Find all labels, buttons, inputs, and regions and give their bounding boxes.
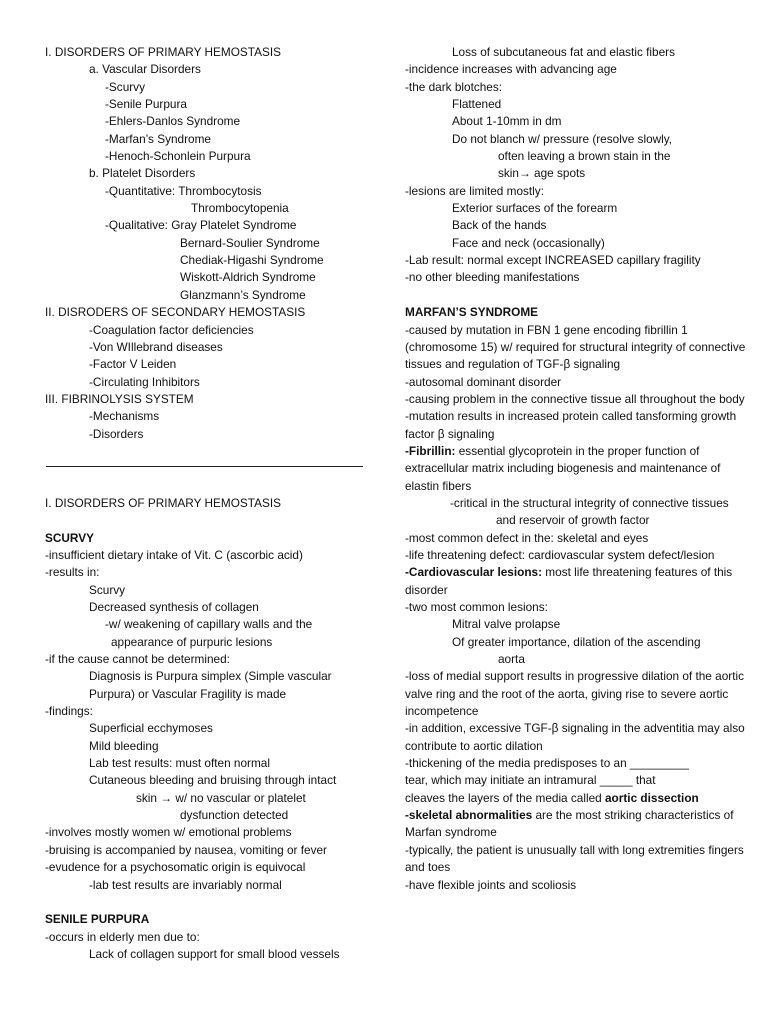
body-line: -Lab result: normal except INCREASED capillary fragility [405,253,701,268]
outline-heading-2: II. DISRODERS OF SECONDARY HEMOSTASIS [45,305,306,320]
marfan-paragraph [405,408,750,443]
paragraph-text: -causing problem in the connective tissue all throughout the body [405,391,745,406]
marfan-paragraph [405,651,750,668]
body-line: -insufficient dietary intake of Vit. C (ascorbic acid) [45,547,303,562]
body-line: Flattened [452,97,502,112]
body-line: -results in: [45,565,100,580]
body-line: -the dark blotches: [405,79,503,94]
marfan-paragraph [405,807,750,842]
bold-term: -Cardiovascular lesions: [405,565,543,580]
body-line: -evudence for a psychosomatic origin is equivocal [45,860,306,875]
senile-purpura-heading: SENILE PURPURA [45,912,150,927]
outline-heading-3: III. FIBRINOLYSIS SYSTEM [45,391,194,406]
body-line: Face and neck (occasionally) [452,235,605,250]
marfan-paragraph [405,391,750,408]
paragraph-text: -most common defect in the: skeletal and eyes [405,530,649,545]
paragraph-text: -life threatening defect: cardiovascular system defect/lesion [405,547,715,562]
body-line: -lab test results are invariably normal [89,877,282,892]
outline-item: -Disorders [89,426,144,441]
paragraph-text: -critical in the structural integrity of connective tissues and reservoir of growth factor [450,495,729,528]
paragraph-text: most life threatening features of this disorder [405,565,733,597]
outline-item: Wiskott-Aldrich Syndrome [180,270,316,285]
marfan-paragraph [405,599,750,616]
outline-item: -Scurvy [105,79,145,94]
body-line: Scurvy [89,582,126,597]
scurvy-heading: SCURVY [45,530,94,545]
outline-item: -Von WIllebrand diseases [89,339,223,354]
paragraph-text: are the most striking characteristics of Marfan syndrome [405,808,734,840]
outline-item: a. Vascular Disorders [89,62,201,77]
paragraph-text: -mutation results in increased protein called tansforming growth factor β signaling [405,409,737,441]
body-line: often leaving a brown stain in the [498,149,671,164]
body-line: -occurs in elderly men due to: [45,929,200,944]
paragraph-text: cleaves the layers of the media called [405,790,605,805]
body-line: dysfunction detected [180,808,289,823]
body-line: skin→ age spots [498,166,586,181]
body-line: -lesions are limited mostly: [405,183,544,198]
body-line: Diagnosis is Purpura simplex (Simple vascular [89,669,332,684]
marfan-paragraph [405,634,750,651]
body-line: Purpura) or Vascular Fragility is made [89,686,287,701]
outline-item: -Coagulation factor deficiencies [89,322,254,337]
bold-term: aortic dissection [605,790,699,805]
paragraph-text: -two most common lesions: [405,600,548,614]
marfan-paragraph [405,374,750,391]
marfan-paragraph [405,616,750,633]
marfan-paragraph [405,790,750,807]
outline-item: Thrombocytopenia [191,201,289,216]
body-line: -incidence increases with advancing age [405,62,617,77]
body-line: Loss of subcutaneous fat and elastic fibers [452,45,675,59]
body-line: Superficial ecchymoses [89,721,213,736]
left-column [45,44,375,963]
body-line: -w/ weakening of capillary walls and the [105,617,313,632]
section-title: I. DISORDERS OF PRIMARY HEMOSTASIS [45,495,281,510]
outline-item: -Qualitative: Gray Platelet Syndrome [105,218,297,233]
body-line: -no other bleeding manifestations [405,270,580,285]
body-line: Do not blanch w/ pressure (resolve slowly, [452,131,673,146]
outline-item: -Marfan’s Syndrome [105,131,211,146]
marfan-paragraph [405,495,750,530]
outline-item: -Henoch-Schonlein Purpura [105,149,251,164]
marfan-paragraph [405,755,750,772]
body-line: -findings: [45,704,93,719]
paragraph-text: -loss of medial support results in progressive dilation of the aortic valve ring and the root of the aorta, giving rise to severe aortic incompetence [405,669,744,719]
paragraph-text: -have flexible joints and scoliosis [405,877,577,892]
body-line: -if the cause cannot be determined: [45,652,230,667]
marfan-paragraph [405,877,750,894]
outline-item: -Quantitative: Thrombocytosis [105,183,262,198]
outline-item: Glanzmann’s Syndrome [180,287,306,302]
marfan-list [405,322,750,894]
marfan-paragraph [405,772,750,789]
right-column [405,44,750,894]
body-line: appearance of purpuric lesions [111,634,273,649]
marfan-paragraph [405,668,750,720]
body-line: Back of the hands [452,218,547,233]
outline-item: -Mechanisms [89,409,160,424]
body-line: About 1-10mm in dm [452,114,562,129]
body-line: Mild bleeding [89,738,159,753]
paragraph-text: tear, which may initiate an intramural _____ that [405,773,656,788]
paragraph-text: Of greater importance, dilation of the ascending [452,634,701,649]
paragraph-text: -in addition, excessive TGF-β signaling in the adventitia may also contribute to aortic dilation [405,721,745,753]
section-divider [46,466,363,467]
outline-heading-1: I. DISORDERS OF PRIMARY HEMOSTASIS [45,45,281,59]
outline-item: Bernard-Soulier Syndrome [180,235,320,250]
marfan-paragraph [405,547,750,564]
body-line: Lab test results: must often normal [89,756,270,771]
outline-item: -Circulating Inhibitors [89,374,200,389]
paragraph-text: -typically, the patient is unusually tall with long extremities fingers and toes [405,842,744,875]
marfan-heading: MARFAN’S SYNDROME [405,305,539,320]
paragraph-text: -autosomal dominant disorder [405,374,562,389]
marfan-paragraph [405,530,750,547]
body-line: -bruising is accompanied by nausea, vomiting or fever [45,842,327,857]
paragraph-text: -thickening of the media predisposes to an _________ [405,756,689,771]
body-line: Cutaneous bleeding and bruising through intact [89,773,337,788]
body-line: skin → w/ no vascular or platelet [136,790,306,805]
paragraph-text: essential glycoprotein in the proper function of extracellular matrix including biogenesis and maintenance of elastin fibers [405,443,721,493]
body-line: -involves mostly women w/ emotional problems [45,825,292,840]
body-line: Decreased synthesis of collagen [89,600,259,614]
marfan-paragraph [405,322,750,374]
paragraph-text: -caused by mutation in FBN 1 gene encoding fibrillin 1 (chromosome 15) w/ required for structural integrity of connective tissues and regulation of TGF-β signaling [405,322,746,372]
outline-item: -Factor V Leiden [89,357,177,372]
outline-item: Chediak-Higashi Syndrome [180,253,324,268]
outline-item: b. Platelet Disorders [89,166,196,181]
marfan-paragraph [405,443,750,495]
outline-item: -Ehlers-Danlos Syndrome [105,114,241,129]
marfan-paragraph [405,564,750,599]
body-line: Lack of collagen support for small blood vessels [89,946,340,961]
body-line: Exterior surfaces of the forearm [452,201,618,216]
marfan-paragraph [405,720,750,755]
bold-term: -skeletal abnormalities [405,808,533,823]
outline-item: -Senile Purpura [105,97,187,112]
paragraph-text: Mitral valve prolapse [452,617,561,632]
bold-term: -Fibrillin: [405,443,456,458]
paragraph-text: aorta [498,652,525,667]
marfan-paragraph [405,842,750,877]
